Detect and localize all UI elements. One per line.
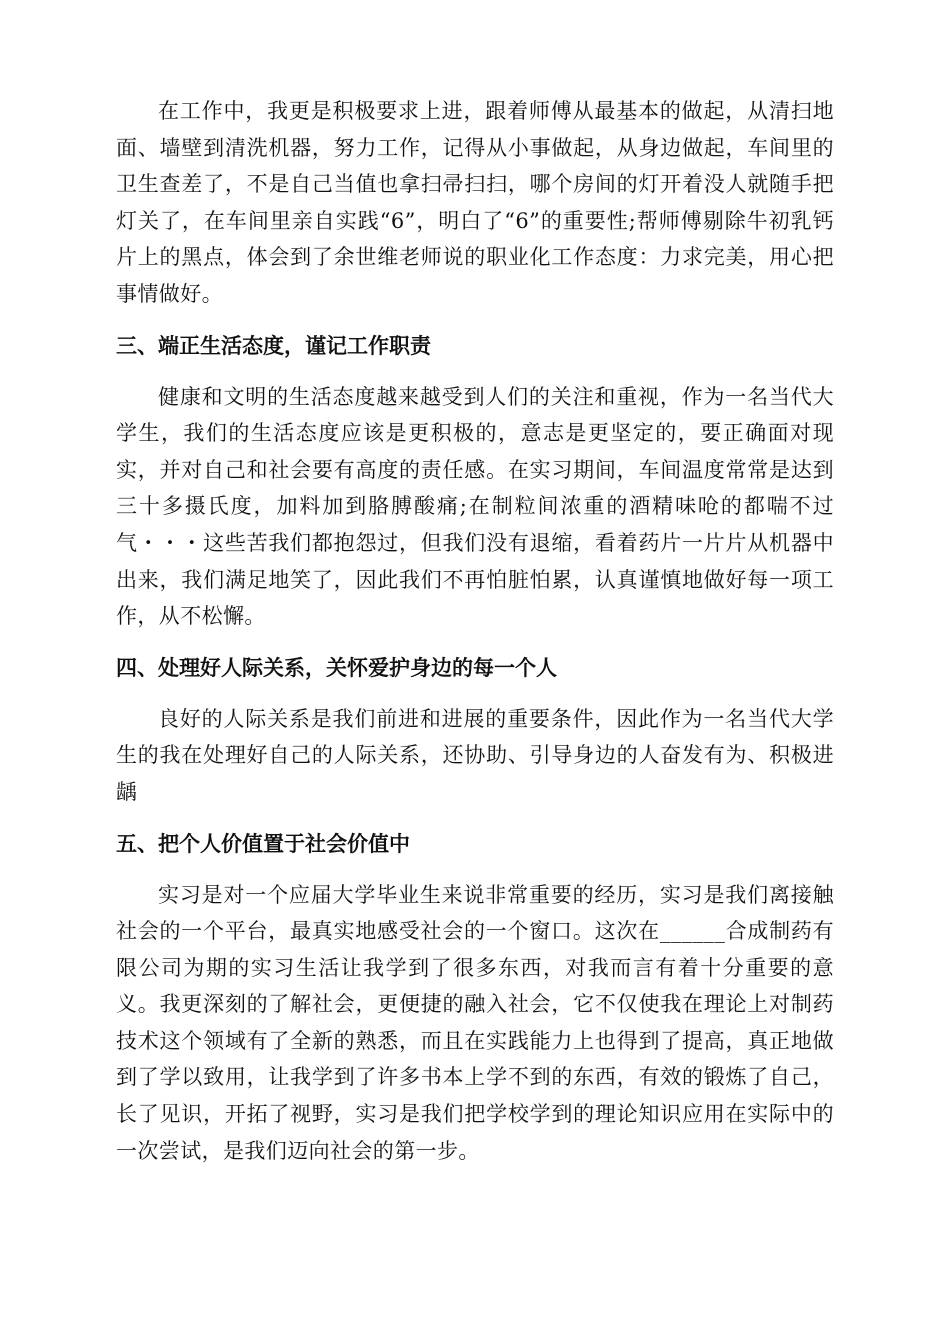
paragraph-relations: 良好的人际关系是我们前进和进展的重要条件，因此作为一名当代大学生的我在处理好自己的人际关系，还协助、引导身边的人奋发有为、积极进龋 (116, 706, 834, 804)
document-page (116, 93, 834, 1169)
section-heading-3: 三、端正生活态度，谨记工作职责 (116, 333, 431, 358)
paragraph-value: 实习是对一个应届大学毕业生来说非常重要的经历，实习是我们离接触社会的一个平台，最真实地感受社会的一个窗口。这次在______合成制药有限公司为期的实习生活让我学到了很多东西，对我而言有着十分重要的意义。我更深刻的了解社会，更便捷的融入社会，它不仅使我在理论上对制药技术这个领域有了全新的熟悉，而且在实践能力上也得到了提高，真正地做到了学以致用，让我学到了许多书本上学不到的东西，有效的锻炼了自己，长了见识，开拓了视野，实习是我们把学校学到的理论知识应用在实际中的一次尝试，是我们迈向社会的第一步。 (116, 882, 834, 1163)
section-heading-5: 五、把个人价值置于社会价值中 (116, 831, 410, 856)
paragraph-work: 在工作中，我更是积极要求上进，跟着师傅从最基本的做起，从清扫地面、墙壁到清洗机器，努力工作，记得从小事做起，从身边做起，车间里的卫生查差了，不是自己当值也拿扫帚扫扫，哪个房间的灯开着没人就随手把灯关了，在车间里亲自实践“6”，明白了“6”的重要性;帮师傅剔除牛初乳钙片上的黑点，体会到了余世维老师说的职业化工作态度：力求完美，用心把事情做好。 (116, 99, 834, 306)
section-heading-4: 四、处理好人际关系，关怀爱护身边的每一个人 (116, 655, 557, 680)
paragraph-attitude: 健康和文明的生活态度越来越受到人们的关注和重视，作为一名当代大学生，我们的生活态度应该是更积极的，意志是更坚定的，要正确面对现实，并对自己和社会要有高度的责任感。在实习期间，车间温度常常是达到三十多摄氏度，加料加到胳膊酸痛;在制粒间浓重的酒精味呛的都喘不过气・・・这些苦我们都抱怨过，但我们没有退缩，看着药片一片片从机器中出来，我们满足地笑了，因此我们不再怕脏怕累，认真谨慎地做好每一项工作，从不松懈。 (116, 384, 834, 629)
